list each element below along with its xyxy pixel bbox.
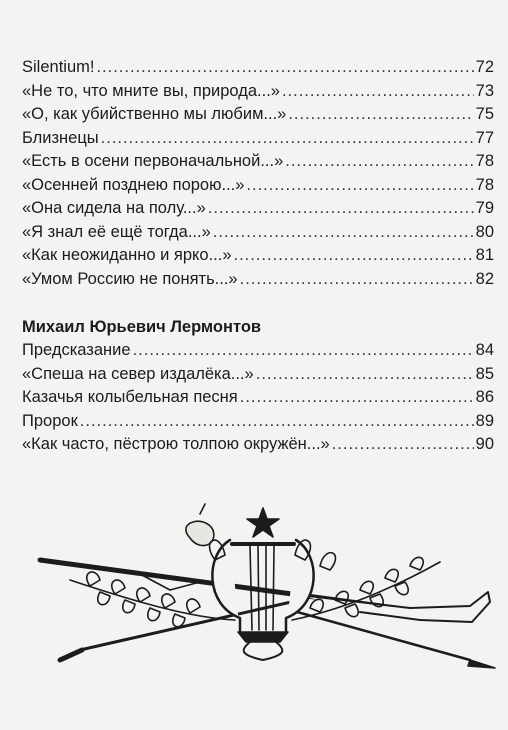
toc-leader-dots	[288, 103, 473, 127]
toc-leader-dots	[246, 174, 473, 198]
toc-entry-title: Казачья колыбельная песня	[22, 388, 238, 406]
toc-leader-dots	[240, 268, 474, 292]
toc-entry-page: 86	[475, 388, 494, 406]
toc-entry-title: Silentium!	[22, 58, 95, 76]
toc-entry	[22, 268, 494, 292]
toc-entry	[22, 339, 494, 363]
toc-entry	[22, 244, 494, 268]
toc-entry-title: «Есть в осени первоначальной...»	[22, 152, 284, 170]
toc-entry-page: 77	[475, 128, 494, 147]
section-gap	[22, 291, 494, 315]
toc-entry-page: 81	[475, 246, 494, 264]
toc-entry-title: Близнецы	[22, 128, 99, 147]
toc-entry-title: «Спеша на север издалёка...»	[22, 364, 254, 383]
toc-entry-title: «Умом Россию не понять...»	[22, 269, 238, 288]
toc-entry-title: «Как неожиданно и ярко...»	[22, 246, 232, 264]
toc-leader-dots	[133, 339, 474, 363]
toc-entry-title: «Не то, что мните вы, природа...»	[22, 81, 280, 100]
toc-entry	[22, 56, 494, 80]
toc-entry-title: «Я знал её ещё тогда...»	[22, 222, 211, 241]
toc-entry	[22, 80, 494, 104]
toc-entry-page: 90	[475, 435, 494, 453]
toc-entry	[22, 433, 494, 457]
toc-entry-page: 78	[475, 152, 494, 170]
toc-entry-page: 80	[475, 222, 494, 241]
toc-leader-dots	[80, 410, 474, 434]
toc-leader-dots	[234, 244, 474, 268]
toc-entry	[22, 174, 494, 198]
toc-leader-dots	[285, 150, 473, 174]
toc-entry	[22, 103, 494, 127]
toc-leader-dots	[96, 56, 473, 80]
toc-entry-page: 78	[475, 175, 494, 194]
toc-entry	[22, 386, 494, 410]
toc-entry-page: 79	[475, 199, 494, 217]
toc-entry-page: 73	[475, 81, 494, 100]
toc-entry-page: 82	[475, 269, 494, 288]
toc-leader-dots	[213, 221, 474, 245]
toc-entry-title: «Как часто, пёстрою толпою окружён...»	[22, 435, 330, 453]
toc-entry	[22, 127, 494, 151]
toc-leader-dots	[256, 363, 474, 387]
lyre-laurel-rifle-emblem-icon	[0, 500, 508, 700]
toc-leader-dots	[101, 127, 474, 151]
toc-entry-page: 75	[475, 105, 494, 123]
toc-entry	[22, 410, 494, 434]
toc-entry-page: 84	[475, 341, 494, 359]
author-heading: Михаил Юрьевич Лермонтов	[22, 318, 262, 336]
toc-entry-page: 72	[475, 58, 494, 76]
toc-leader-dots	[332, 433, 474, 457]
toc-entry-title: Пророк	[22, 411, 78, 430]
toc-entry-title: «О, как убийственно мы любим...»	[22, 105, 287, 123]
toc-leader-dots	[282, 80, 474, 104]
toc-leader-dots	[208, 197, 474, 221]
toc-entry-title: «Осенней позднею порою...»	[22, 175, 245, 194]
toc-entry	[22, 150, 494, 174]
toc-entry-title: Предсказание	[22, 341, 131, 359]
toc-entry	[22, 221, 494, 245]
toc-entry	[22, 197, 494, 221]
toc-entry	[22, 363, 494, 387]
toc-leader-dots	[240, 386, 474, 410]
toc-entry-title: «Она сидела на полу...»	[22, 199, 206, 217]
table-of-contents	[22, 56, 494, 457]
toc-entry-page: 89	[475, 411, 494, 430]
toc-entry-page: 85	[475, 364, 494, 383]
